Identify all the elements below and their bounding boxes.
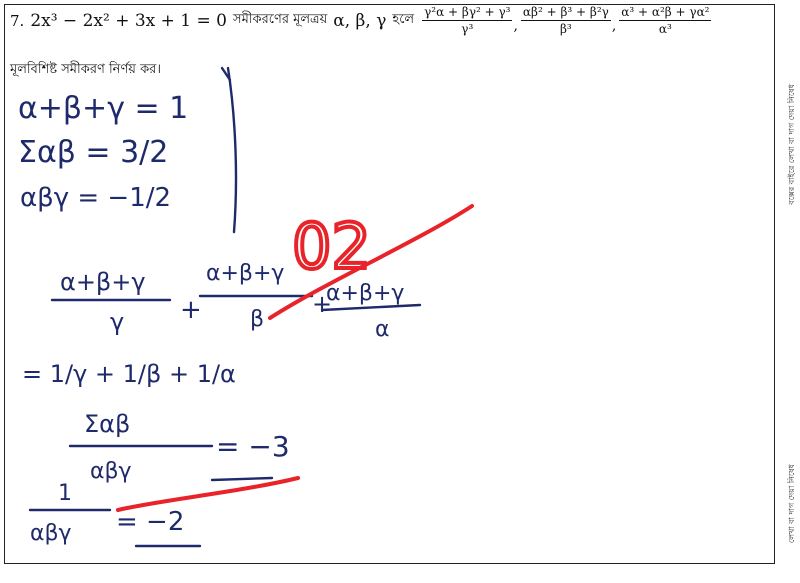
hw-plus: + <box>312 290 333 318</box>
question-line-2: মূলবিশিষ্ট সমীকরণ নির্ণয় কর। <box>10 62 161 77</box>
equation: 2x³ − 2x² + 3x + 1 = 0 <box>30 10 227 31</box>
hw-line-1: α+β+γ = 1 <box>18 91 189 126</box>
separator-stroke <box>228 68 236 232</box>
hw-line-3: αβγ = −1/2 <box>20 183 172 213</box>
hw-frac1-den: γ <box>110 308 125 336</box>
hw-frac3-num: α+β+γ <box>326 281 405 306</box>
fraction-1: $\frac{\text{γ²α + βγ² + γ³}}{\text{γ³}}$ <box>424 5 511 36</box>
hw-plus: + <box>180 295 202 325</box>
comma: , <box>513 17 518 34</box>
hw-line-5: = 1/γ + 1/β + 1/α <box>22 360 236 388</box>
question-number: 7. <box>10 11 25 30</box>
fraction-3: $\frac{\text{α³ + α²β + γα²}}{\text{α³}}$ <box>621 5 710 36</box>
side-note-bottom: লেখা বা দাগ দেয়া নিষেধ <box>787 464 796 544</box>
comma: , <box>611 17 617 34</box>
hw-line-6-den: αβγ <box>90 459 132 484</box>
score-mark: 02 <box>292 210 371 283</box>
hw-frac3-den: α <box>375 317 390 342</box>
hw-line-2: Σαβ = 3/2 <box>18 135 169 170</box>
hw-frac1-num: α+β+γ <box>60 268 146 296</box>
hw-underline-1 <box>212 478 272 480</box>
hw-frac2-num: α+β+γ <box>206 261 285 286</box>
hw-frac2-den: β <box>250 307 265 332</box>
if-text: হলে <box>392 12 415 27</box>
roots: α, β, γ <box>333 10 387 31</box>
side-note-top: বক্সের বাইরে লেখা বা দাগ দেয়া নিষেধ <box>787 84 796 205</box>
hw-line-7-num: 1 <box>58 481 72 506</box>
hw-line-6-num: Σαβ <box>84 410 131 438</box>
question-bengali-text: সমীকরণের মূলত্রয় <box>233 12 328 27</box>
cross-out-stroke-2 <box>118 478 298 510</box>
fraction-2: $\frac{\text{αβ² + β³ + β²γ}}{\text{β³}}$ <box>522 5 609 36</box>
hw-line-6-result: = −3 <box>216 430 290 463</box>
hw-line-7-den: αβγ <box>30 521 72 546</box>
hw-line-7-result: = −2 <box>116 507 185 537</box>
